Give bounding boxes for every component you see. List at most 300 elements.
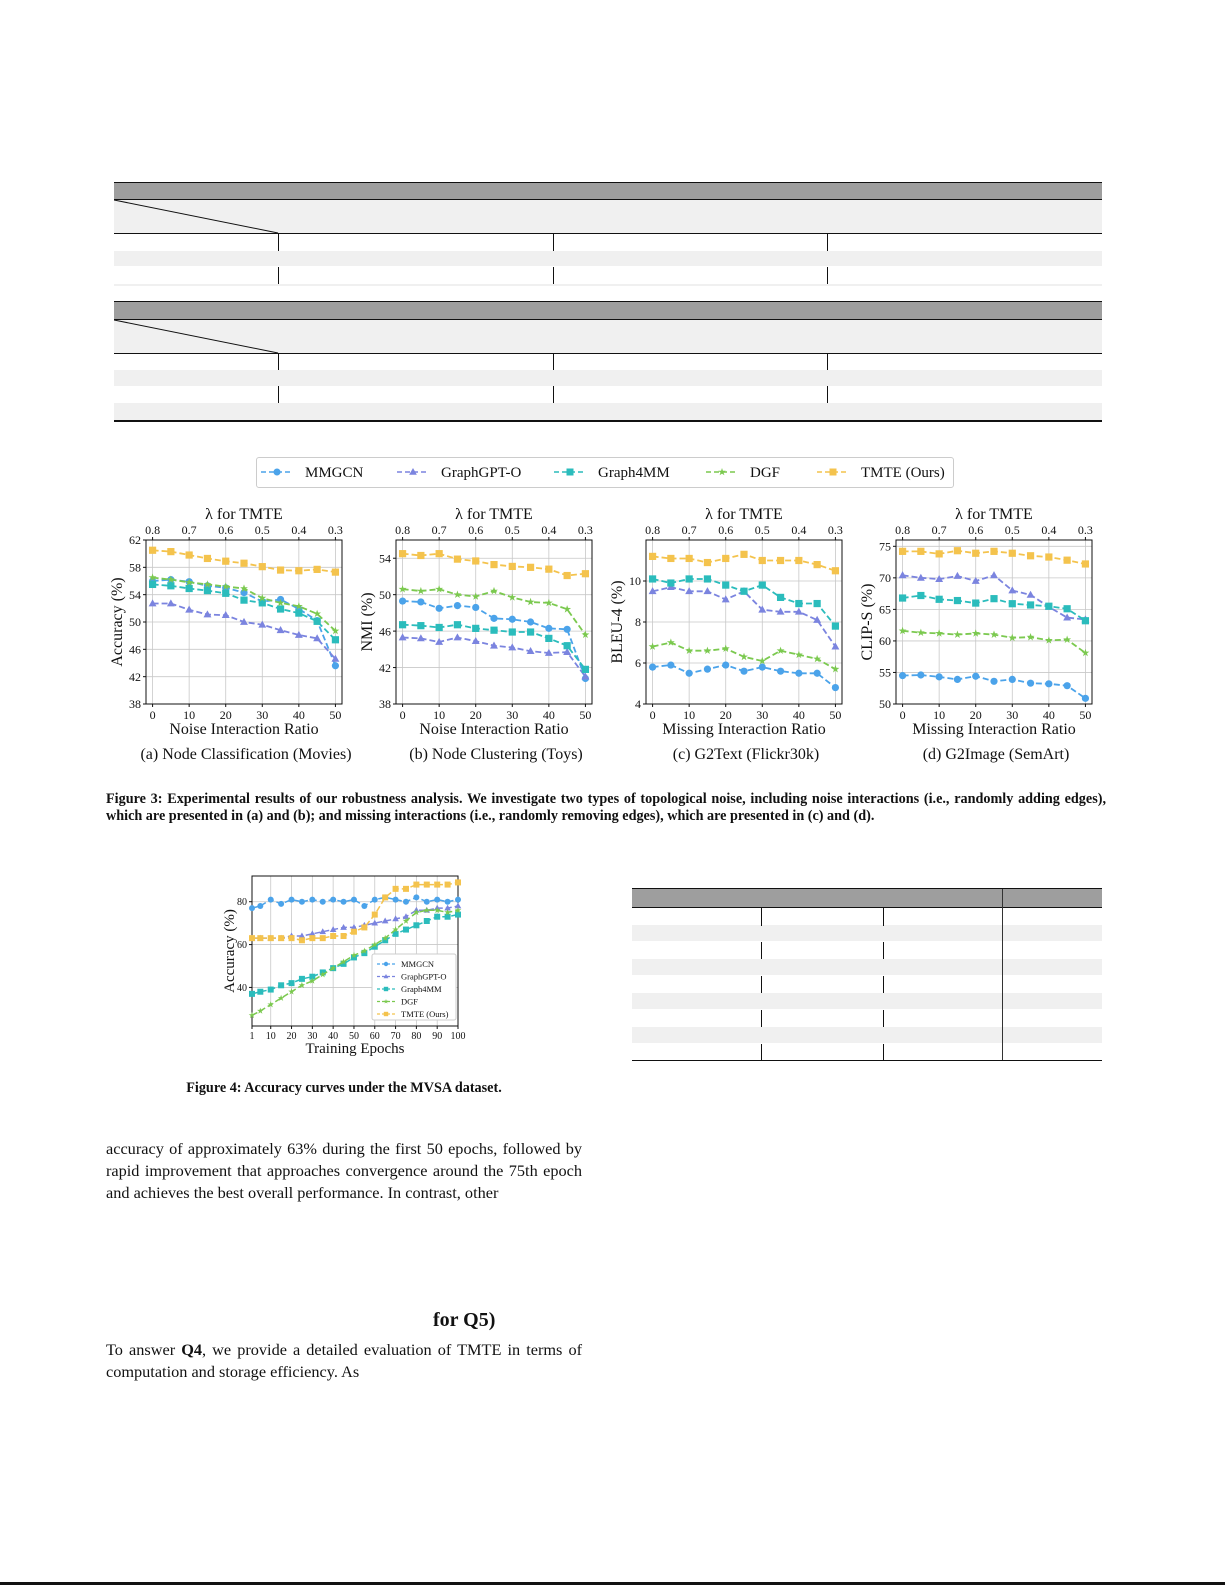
data-point [186, 551, 193, 558]
data-point [320, 935, 326, 941]
data-point [240, 560, 247, 567]
data-point [990, 548, 997, 555]
top-tick-label: 0.4 [1041, 523, 1057, 537]
x-axis-label: Missing Interaction Ratio [662, 721, 826, 738]
top-axis-label: λ for TMTE [705, 506, 783, 523]
data-point [240, 597, 247, 604]
series-graphgpt-o [149, 599, 340, 661]
x-tick-label: 30 [756, 708, 769, 722]
x-tick-label: 50 [829, 708, 842, 722]
data-point [972, 599, 979, 606]
data-point [899, 594, 906, 601]
y-tick-label: 8 [635, 615, 641, 630]
x-tick-label: 50 [1079, 708, 1092, 722]
data-point [649, 575, 656, 582]
data-point [434, 897, 440, 903]
top-axis-label: λ for TMTE [205, 506, 283, 523]
data-point [545, 635, 552, 642]
y-tick-label: 10 [629, 574, 641, 589]
y-tick-label: 38 [379, 697, 391, 712]
y-tick-label: 42 [379, 660, 391, 675]
x-tick-label: 40 [542, 708, 555, 722]
legend-label: MMGCN [305, 465, 364, 481]
para2-post: , we provide a detailed evaluation of TMTE in terms of computation and storage efficiency. As [106, 1340, 583, 1381]
data-point [527, 628, 534, 635]
data-point [332, 569, 339, 576]
data-point [454, 602, 461, 609]
top-tick-label: 0.6 [718, 523, 734, 537]
top-axis-label: λ for TMTE [955, 506, 1033, 523]
data-point [186, 585, 193, 592]
x-tick-label: 50 [348, 1031, 359, 1042]
data-point [1027, 680, 1034, 687]
top-tick-label: 0.8 [645, 523, 661, 537]
x-tick-label: 50 [579, 708, 592, 722]
data-point [289, 935, 295, 941]
x-tick-label: 30 [256, 708, 269, 722]
data-point [434, 914, 440, 920]
data-point [249, 935, 255, 941]
x-tick-label: 10 [683, 708, 696, 722]
para2-pre: To answer [106, 1340, 182, 1359]
data-point [314, 618, 321, 625]
data-point [831, 642, 839, 649]
data-point [722, 661, 729, 668]
data-point [393, 886, 399, 892]
data-point [413, 894, 419, 900]
data-point [972, 673, 979, 680]
data-point [795, 670, 802, 677]
x-axis-label: Missing Interaction Ratio [912, 721, 1076, 738]
data-point [777, 594, 784, 601]
top-tick-label: 0.3 [327, 523, 343, 537]
y-tick-label: 75 [879, 539, 891, 554]
data-point [667, 579, 674, 586]
data-point [722, 582, 729, 589]
section-heading-fragment: for Q5) [433, 1309, 496, 1331]
data-point [1045, 680, 1052, 687]
data-point [222, 611, 230, 618]
x-axis-label: Noise Interaction Ratio [169, 721, 319, 738]
data-point [777, 557, 784, 564]
data-point [204, 587, 211, 594]
data-point [686, 555, 693, 562]
data-point [299, 976, 305, 982]
legend-item [817, 465, 945, 481]
x-tick-label: 40 [292, 708, 305, 722]
chart-panel-b [356, 498, 616, 748]
data-point [309, 897, 315, 903]
data-point [1027, 591, 1035, 598]
data-point [990, 595, 997, 602]
data-point [167, 599, 175, 606]
data-point [417, 634, 425, 641]
x-tick-label: 60 [369, 1031, 380, 1042]
data-point [257, 989, 263, 995]
legend-item [397, 465, 521, 481]
data-point [341, 933, 347, 939]
data-point [268, 935, 274, 941]
series-tmte-ours- [899, 547, 1089, 567]
data-point [686, 670, 693, 677]
x-tick-label: 40 [1042, 708, 1055, 722]
y-tick-label: 50 [879, 697, 891, 712]
series-mmgcn [649, 661, 839, 691]
data-point [454, 621, 461, 628]
series-mmgcn [399, 597, 589, 682]
y-tick-label: 50 [129, 615, 141, 630]
data-point [582, 570, 589, 577]
data-point [341, 899, 347, 905]
y-tick-label: 55 [879, 665, 891, 680]
data-point [278, 982, 284, 988]
data-point [257, 903, 263, 909]
top-tick-label: 0.5 [1004, 523, 1020, 537]
legend-item [261, 465, 364, 481]
top-axis-label: λ for TMTE [455, 506, 533, 523]
data-point [436, 605, 443, 612]
x-tick-label: 0 [899, 708, 906, 722]
data-point [445, 882, 451, 888]
data-point [527, 598, 535, 606]
chart-panel-a [106, 498, 366, 748]
top-tick-label: 0.4 [541, 523, 557, 537]
body-paragraph-1: accuracy of approximately 63% during the first 50 epochs, followed by rapid improvement that approaches convergence around the 75th epoch and achieves the best overall performance. In contrast, other [106, 1139, 582, 1202]
x-tick-label: 10 [183, 708, 196, 722]
x-tick-label: 30 [307, 1031, 318, 1042]
data-point [330, 933, 336, 939]
data-point [1045, 553, 1052, 560]
figure-4-chart [214, 868, 474, 1068]
diagonal-header-line [114, 200, 279, 234]
data-point [917, 671, 924, 678]
y-axis-label: BLEU-4 (%) [609, 580, 626, 664]
data-point [1063, 636, 1071, 644]
x-tick-label: 100 [450, 1031, 466, 1042]
data-point [314, 566, 321, 573]
data-point [917, 592, 924, 599]
x-tick-label: 10 [933, 708, 946, 722]
y-tick-label: 60 [237, 940, 247, 952]
data-point [403, 927, 409, 933]
top-tick-label: 0.7 [181, 523, 197, 537]
x-tick-label: 30 [1006, 708, 1019, 722]
data-point [277, 605, 284, 612]
series-dgf [149, 573, 340, 634]
data-point [413, 882, 419, 888]
data-point [759, 664, 766, 671]
legend-marker [384, 962, 388, 966]
data-point [582, 666, 589, 673]
caption-panel-d: (d) G2Image (SemArt) [922, 746, 1070, 763]
y-axis-label: Accuracy (%) [222, 909, 238, 993]
data-point [472, 557, 479, 564]
data-point [268, 897, 274, 903]
y-tick-label: 65 [879, 602, 891, 617]
data-point [917, 548, 924, 555]
x-tick-label: 20 [719, 708, 732, 722]
data-point [740, 588, 747, 595]
top-tick-label: 0.3 [577, 523, 593, 537]
y-tick-label: 38 [129, 697, 141, 712]
data-point [403, 886, 409, 892]
data-point [289, 980, 295, 986]
legend-marker [830, 469, 837, 476]
top-tick-label: 0.7 [931, 523, 947, 537]
table-1-top [114, 182, 1102, 286]
y-tick-label: 4 [635, 697, 641, 712]
series-tmte-ours- [649, 551, 839, 575]
y-tick-label: 70 [879, 571, 891, 586]
data-point [393, 897, 399, 903]
data-point [455, 912, 461, 918]
data-point [472, 637, 480, 644]
legend-item [706, 465, 780, 481]
data-point [490, 587, 498, 595]
data-point [455, 879, 461, 885]
legend-entries [257, 458, 953, 487]
x-tick-label: 10 [433, 708, 446, 722]
figure-3-legend [256, 457, 954, 488]
top-tick-label: 0.7 [681, 523, 697, 537]
data-point [332, 662, 339, 669]
data-point [564, 642, 571, 649]
top-tick-label: 0.3 [827, 523, 843, 537]
legend-marker [567, 469, 574, 476]
data-point [277, 566, 284, 573]
series-graph4mm [649, 575, 839, 629]
legend-label: DGF [750, 465, 781, 481]
data-point [527, 564, 534, 571]
legend-label: GraphGPT-O [441, 465, 522, 481]
data-point [899, 672, 906, 679]
series-mmgcn [899, 671, 1089, 702]
data-point [649, 664, 656, 671]
data-point [351, 929, 357, 935]
y-tick-label: 54 [379, 551, 391, 566]
top-tick-label: 0.5 [754, 523, 770, 537]
data-point [399, 597, 406, 604]
top-tick-label: 0.5 [504, 523, 520, 537]
data-point [249, 905, 255, 911]
data-point [417, 552, 424, 559]
data-point [399, 550, 406, 557]
data-point [545, 566, 552, 573]
y-tick-label: 40 [237, 982, 247, 994]
data-point [814, 561, 821, 568]
data-point [704, 559, 711, 566]
data-point [832, 623, 839, 630]
series-mmgcn [249, 894, 461, 911]
chart-panel-d [856, 498, 1116, 748]
series-tmte-ours- [149, 547, 339, 576]
data-point [299, 937, 305, 943]
data-point [795, 600, 802, 607]
data-point [1064, 605, 1071, 612]
legend-label: Graph4MM [598, 465, 670, 481]
top-tick-label: 0.6 [468, 523, 484, 537]
legend-item [554, 465, 670, 481]
top-tick-label: 0.4 [791, 523, 807, 537]
data-point [832, 684, 839, 691]
series-graphgpt-o [399, 633, 590, 679]
data-point [259, 599, 266, 606]
top-tick-label: 0.6 [968, 523, 984, 537]
data-point [372, 912, 378, 918]
series-graph4mm [899, 592, 1089, 624]
data-point [413, 922, 419, 928]
y-axis-label: Accuracy (%) [109, 577, 126, 667]
data-point [1009, 600, 1016, 607]
data-point [1082, 695, 1089, 702]
top-tick-label: 0.8 [145, 523, 161, 537]
data-point [403, 899, 409, 905]
data-point [424, 882, 430, 888]
data-point [899, 548, 906, 555]
data-point [295, 610, 302, 617]
body-paragraph-2 [106, 1339, 582, 1383]
y-tick-label: 6 [635, 656, 641, 671]
y-tick-label: 46 [379, 624, 391, 639]
data-point [990, 678, 997, 685]
data-point [299, 899, 305, 905]
data-point [490, 627, 497, 634]
data-point [1027, 552, 1034, 559]
data-point [268, 987, 274, 993]
data-point [249, 991, 255, 997]
data-point [361, 924, 367, 930]
x-tick-label: 20 [969, 708, 982, 722]
x-tick-label: 0 [649, 708, 656, 722]
data-point [417, 598, 424, 605]
data-point [1082, 560, 1089, 567]
legend-label: MMGCN [401, 959, 435, 969]
y-axis-label: CLIP-S (%) [859, 583, 876, 661]
table-1-bottom [114, 301, 1102, 422]
y-tick-label: 50 [379, 587, 391, 602]
data-point [417, 622, 424, 629]
x-axis-label: Noise Interaction Ratio [419, 721, 569, 738]
data-point [289, 897, 295, 903]
figure-4-legend [372, 954, 456, 1020]
data-point [814, 670, 821, 677]
data-point [382, 894, 388, 900]
data-point [472, 604, 479, 611]
data-point [185, 606, 193, 613]
data-point [1009, 676, 1016, 683]
data-point [1064, 682, 1071, 689]
data-point [667, 661, 674, 668]
series-dgf [649, 638, 840, 672]
data-point [445, 899, 451, 905]
x-tick-label: 0 [149, 708, 156, 722]
caption-panel-b: (b) Node Clustering (Toys) [409, 746, 583, 763]
x-tick-label: 20 [286, 1031, 297, 1042]
data-point [278, 901, 284, 907]
data-point [954, 597, 961, 604]
x-tick-label: 10 [265, 1031, 276, 1042]
data-point [222, 558, 229, 565]
data-point [953, 572, 961, 579]
legend-label: TMTE (Ours) [861, 465, 945, 481]
top-tick-label: 0.7 [431, 523, 447, 537]
data-point [424, 918, 430, 924]
data-point [703, 587, 711, 594]
data-point [149, 581, 156, 588]
data-point [490, 561, 497, 568]
legend-label: DGF [401, 996, 419, 1007]
data-point [309, 935, 315, 941]
y-tick-label: 58 [129, 560, 141, 575]
caption-panel-c: (c) G2Text (Flickr30k) [672, 746, 820, 763]
data-point [222, 590, 229, 597]
data-point [1082, 617, 1089, 624]
data-point [527, 618, 534, 625]
y-axis-label: NMI (%) [359, 592, 376, 652]
data-point [795, 557, 802, 564]
series-line [653, 579, 836, 626]
data-point [759, 557, 766, 564]
data-point [1027, 601, 1034, 608]
series-dgf [899, 627, 1090, 657]
data-point [990, 571, 998, 578]
y-tick-label: 54 [129, 587, 141, 602]
data-point [777, 668, 784, 675]
x-tick-label: 50 [329, 708, 342, 722]
y-tick-label: 62 [129, 533, 141, 548]
data-point [434, 882, 440, 888]
data-point [740, 653, 748, 661]
data-point [832, 567, 839, 574]
data-point [361, 903, 367, 909]
x-tick-label: 1 [249, 1031, 255, 1042]
data-point [936, 550, 943, 557]
data-point [814, 600, 821, 607]
data-point [722, 555, 729, 562]
top-tick-label: 0.8 [895, 523, 911, 537]
data-point [330, 897, 336, 903]
data-point [320, 899, 326, 905]
y-tick-label: 46 [129, 642, 141, 657]
data-point [424, 899, 430, 905]
data-point [686, 575, 693, 582]
data-point [149, 547, 156, 554]
x-tick-label: 70 [390, 1031, 401, 1042]
legend-marker [384, 987, 388, 991]
data-point [295, 567, 302, 574]
legend-marker [384, 1012, 388, 1016]
data-point [257, 935, 263, 941]
diagonal-header-line [114, 320, 279, 354]
data-point [649, 553, 656, 560]
y-tick-label: 80 [237, 897, 247, 909]
x-axis-label: Training Epochs [305, 1041, 405, 1057]
data-point [472, 625, 479, 632]
data-point [351, 897, 357, 903]
data-point [564, 572, 571, 579]
data-point [1045, 603, 1052, 610]
data-point [954, 547, 961, 554]
series-line [653, 587, 836, 646]
data-point [453, 633, 461, 640]
data-point [167, 548, 174, 555]
data-point [1009, 550, 1016, 557]
data-point [278, 935, 284, 941]
legend-label: TMTE (Ours) [401, 1009, 449, 1019]
legend-label: Graph4MM [401, 984, 442, 994]
x-tick-label: 0 [399, 708, 406, 722]
top-tick-label: 0.3 [1077, 523, 1093, 537]
